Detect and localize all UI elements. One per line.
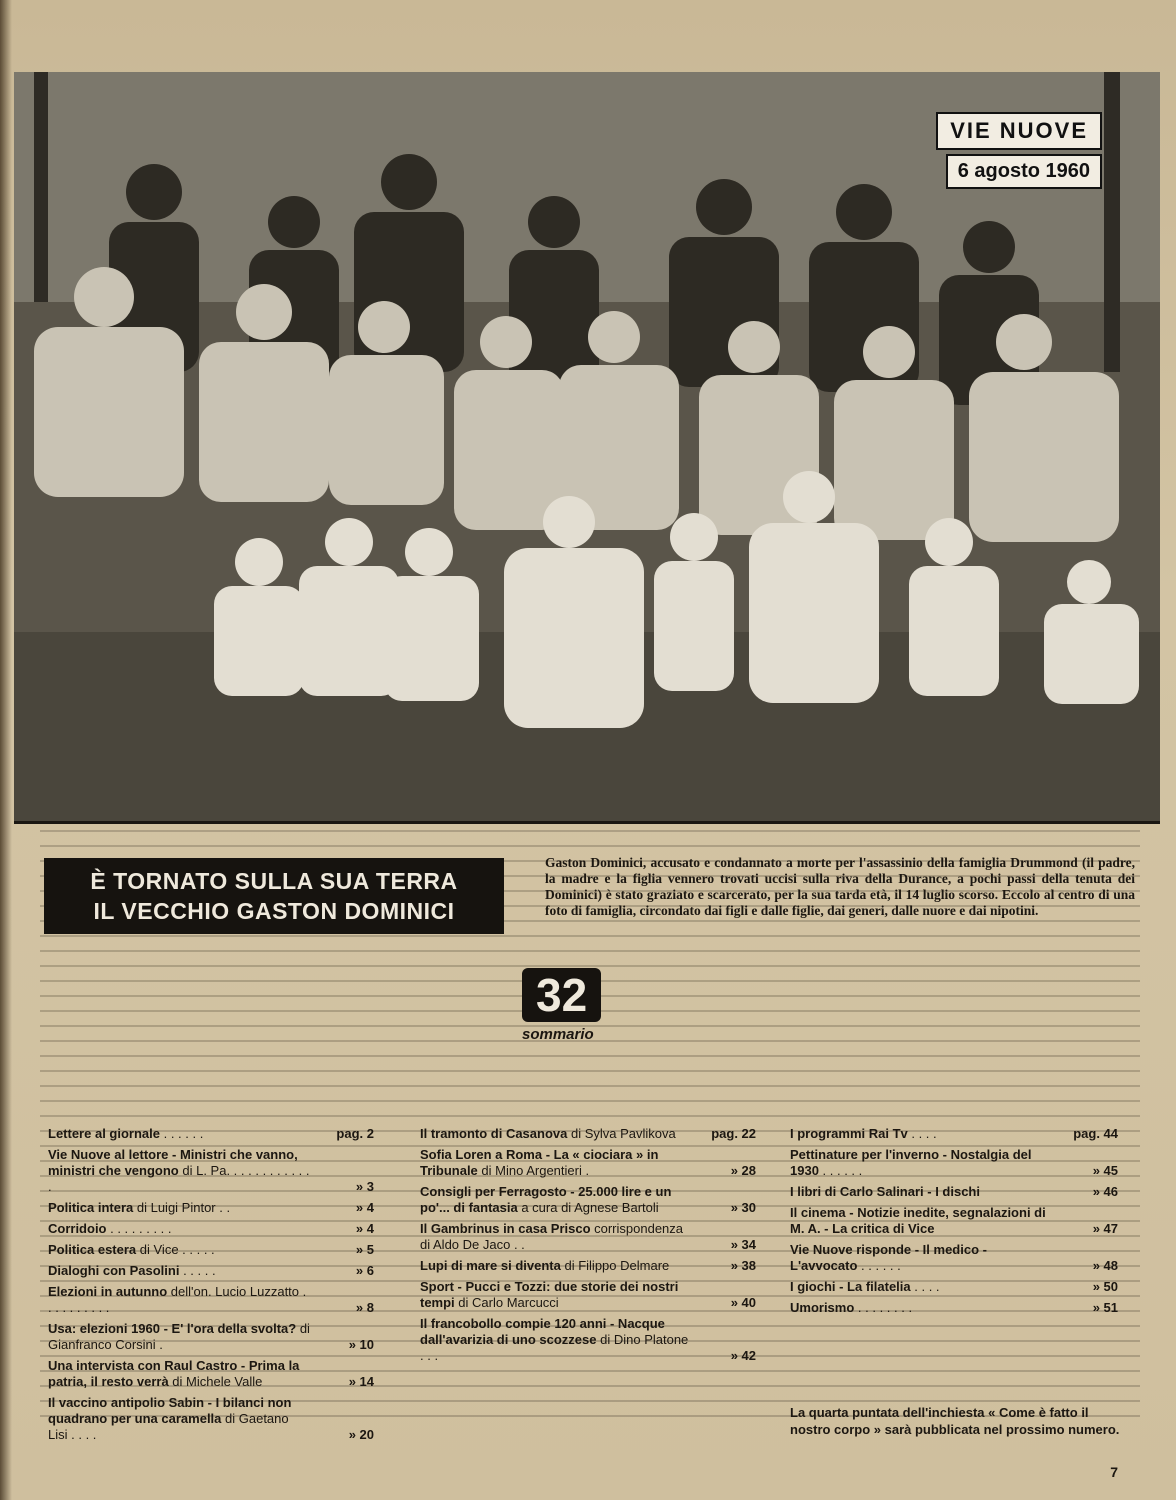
contents-entry (420, 1221, 756, 1253)
entry-title (790, 1205, 1054, 1237)
entry-title-bold: Politica intera (48, 1200, 134, 1215)
article-headline (44, 858, 504, 934)
entry-page: » 38 (730, 1258, 756, 1273)
entry-title-bold: Corridoio (48, 1221, 107, 1236)
entry-title (790, 1184, 1054, 1200)
entry-title (420, 1258, 692, 1274)
entry-page: » 34 (730, 1237, 756, 1252)
entry-title-bold: Una intervista con Raul Castro - Prima la patria, il resto verrà (48, 1358, 300, 1389)
entry-title (48, 1263, 310, 1279)
contents-entry (790, 1279, 1118, 1295)
contents-entry (420, 1184, 756, 1216)
entry-page: » 10 (348, 1337, 374, 1352)
entry-title-bold: Consigli per Ferragosto - 25.000 lire e un po'... di fantasia (420, 1184, 672, 1215)
entry-title-bold: Umorismo (790, 1300, 855, 1315)
contents-entry (420, 1126, 756, 1142)
entry-page: » 45 (1092, 1163, 1118, 1178)
family-photo (14, 72, 1160, 824)
contents-entry (790, 1205, 1118, 1237)
entry-title-author: . . . . . . (857, 1258, 901, 1273)
entry-title-author: di Sylva Pavlikova (567, 1126, 676, 1141)
contents-entry (48, 1321, 374, 1353)
entry-title-author: . . . . (910, 1279, 940, 1294)
entry-page: » 30 (730, 1200, 756, 1215)
entry-page: » 40 (730, 1295, 756, 1310)
entry-page: pag. 2 (336, 1126, 374, 1141)
entry-title-bold: Il tramonto di Casanova (420, 1126, 568, 1141)
entry-title-bold: Usa: elezioni 1960 - E' l'ora della svolta? (48, 1321, 297, 1336)
contents-entry (48, 1147, 374, 1195)
entry-title (48, 1321, 310, 1353)
entry-title-bold: Il Gambrinus in casa Prisco (420, 1221, 591, 1236)
entry-title (420, 1316, 692, 1364)
masthead-label (936, 112, 1102, 189)
entry-title-bold: I giochi - La filatelia (790, 1279, 911, 1294)
entry-title (48, 1284, 310, 1316)
entry-page: » 47 (1092, 1221, 1118, 1236)
contents-entry (48, 1263, 374, 1279)
entry-page: » 8 (355, 1300, 374, 1315)
entry-title-author: . . . . . . (159, 1126, 204, 1141)
entry-title-author: di Vice . . . . . (136, 1242, 215, 1257)
entry-title-author: di Luigi Pintor . . (133, 1200, 231, 1215)
entry-page: » 4 (355, 1221, 374, 1236)
entry-title-bold: Dialoghi con Pasolini (48, 1263, 180, 1278)
entry-title-bold: Pettinature per l'inverno - Nostalgia del 1930 (790, 1147, 1032, 1178)
entry-title-bold: Vie Nuove risponde - Il medico - L'avvocato (790, 1242, 987, 1273)
contents-column-2 (420, 1126, 756, 1369)
entry-page: » 51 (1092, 1300, 1118, 1315)
entry-title-bold: Lupi di mare si diventa (420, 1258, 561, 1273)
entry-title-author: . . . . . . . . (854, 1300, 913, 1315)
contents-entry (48, 1284, 374, 1316)
headline-line-2: IL VECCHIO GASTON DOMINICI (93, 898, 455, 924)
contents-heading: sommario (522, 1026, 594, 1043)
entry-title-author: . . . . . (179, 1263, 216, 1278)
entry-page: pag. 22 (711, 1126, 756, 1141)
entry-title-bold: Il vaccino antipolio Sabin - I bilanci non quadrano per una caramella (48, 1395, 292, 1426)
entry-page: » 3 (355, 1179, 374, 1194)
entry-title (48, 1242, 310, 1258)
entry-page: » 4 (355, 1200, 374, 1215)
contents-column-1 (48, 1126, 374, 1448)
entry-title-bold: Vie Nuove al lettore - Ministri che vanno, ministri che vengono (48, 1147, 298, 1178)
entry-title-bold: I libri di Carlo Salinari - I dischi (790, 1184, 980, 1199)
contents-entry (420, 1316, 756, 1364)
contents-entry (48, 1126, 374, 1142)
entry-title-author: di Gaetano Lisi . . . . (48, 1411, 289, 1442)
entry-page: » 50 (1092, 1279, 1118, 1294)
entry-title-author: . . . . . . (818, 1163, 863, 1178)
entry-title-author: di Filippo Delmare (560, 1258, 670, 1273)
entry-title (48, 1126, 310, 1142)
entry-page: pag. 44 (1073, 1126, 1118, 1141)
entry-page: » 14 (348, 1374, 374, 1389)
entry-title-author: di Mino Argentieri . (477, 1163, 590, 1178)
entry-title-bold: I programmi Rai Tv (790, 1126, 908, 1141)
contents-entry (48, 1242, 374, 1258)
contents-entry (48, 1200, 374, 1216)
entry-title (420, 1221, 692, 1253)
contents-entry (420, 1279, 756, 1311)
entry-title-bold: Sport - Pucci e Tozzi: due storie dei nostri tempi (420, 1279, 679, 1310)
entry-title (790, 1279, 1054, 1295)
entry-title-author: . . . . (907, 1126, 937, 1141)
entry-title-author: di Carlo Marcucci (454, 1295, 559, 1310)
entry-page: » 5 (355, 1242, 374, 1257)
contents-entry (420, 1147, 756, 1179)
entry-title (790, 1300, 1054, 1316)
entry-title (48, 1358, 310, 1390)
issue-number: 32 (522, 968, 601, 1022)
contents-entry (790, 1147, 1118, 1179)
entry-title (48, 1147, 310, 1195)
entry-page: » 6 (355, 1263, 374, 1278)
entry-title (420, 1126, 692, 1142)
entry-page: » 46 (1092, 1184, 1118, 1199)
entry-title-author: a cura di Agnese Bartoli (517, 1200, 659, 1215)
headline-line-1: È TORNATO SULLA SUA TERRA (90, 868, 458, 894)
entry-title-bold: Lettere al giornale (48, 1126, 160, 1141)
entry-title-bold: Politica estera (48, 1242, 137, 1257)
entry-title (790, 1242, 1054, 1274)
entry-title-bold: Sofia Loren a Roma - La « ciociara » in Tribunale (420, 1147, 659, 1178)
entry-title-bold: Il francobollo compie 120 anni - Nacque dall'avarizia di uno scozzese (420, 1316, 665, 1347)
entry-title (420, 1184, 692, 1216)
contents-entry (48, 1358, 374, 1390)
contents-entry (48, 1395, 374, 1443)
contents-entry (790, 1242, 1118, 1274)
entry-title (48, 1395, 310, 1443)
entry-page: » 28 (730, 1163, 756, 1178)
entry-title-bold: Il cinema - Notizie inedite, segnalazioni di M. A. - La critica di Vice (790, 1205, 1046, 1236)
entry-title-author: di Michele Valle (168, 1374, 263, 1389)
entry-title-bold: Elezioni in autunno (48, 1284, 168, 1299)
issue-date: 6 agosto 1960 (946, 154, 1102, 189)
entry-title-author: di Gianfranco Corsini . (48, 1321, 310, 1352)
contents-entry (790, 1300, 1118, 1316)
entry-title-author: di Dino Platone . . . (420, 1332, 689, 1363)
entry-title (420, 1279, 692, 1311)
contents-entry (790, 1184, 1118, 1200)
contents-column-3 (790, 1126, 1118, 1321)
entry-page: » 48 (1092, 1258, 1118, 1273)
page-number: 7 (1110, 1464, 1118, 1480)
entry-title (48, 1200, 310, 1216)
entry-title-author: di L. Pa. . . . . . . . . . . . . (48, 1163, 310, 1194)
next-issue-note: La quarta puntata dell'inchiesta « Come è fatto il nostro corpo » sarà pubblicata nel prossimo numero. (790, 1405, 1120, 1437)
entry-title-author: dell'on. Lucio Luzzatto . . . . . . . . . . (48, 1284, 307, 1315)
entry-title (790, 1147, 1054, 1179)
contents-entry (48, 1221, 374, 1237)
page-gutter-shadow (0, 0, 12, 1500)
contents-entry (420, 1258, 756, 1274)
photo-caption: Gaston Dominici, accusato e condannato a morte per l'assassinio della famiglia Drummond (il padre, la madre e la figlia vennero trovati uccisi sulla riva della Durance, a pochi passi della tenuta dei Dominici) è stato graziato e scarcerato, per la sua tarda età, il 14 luglio scorso. Eccolo al centro di una foto di famiglia, circondato dai figli e dalle figlie, dai generi, dalle nuore e dai nipotini. (545, 855, 1135, 918)
magazine-name: VIE NUOVE (936, 112, 1102, 150)
entry-page: » 20 (348, 1427, 374, 1442)
entry-title (790, 1126, 1054, 1142)
entry-page: » 42 (730, 1348, 756, 1363)
entry-title (48, 1221, 310, 1237)
contents-entry (790, 1126, 1118, 1142)
entry-title-author: corrispondenza di Aldo De Jaco . . (420, 1221, 684, 1252)
entry-title-author: . . . . . . . . . (106, 1221, 172, 1236)
entry-title (420, 1147, 692, 1179)
